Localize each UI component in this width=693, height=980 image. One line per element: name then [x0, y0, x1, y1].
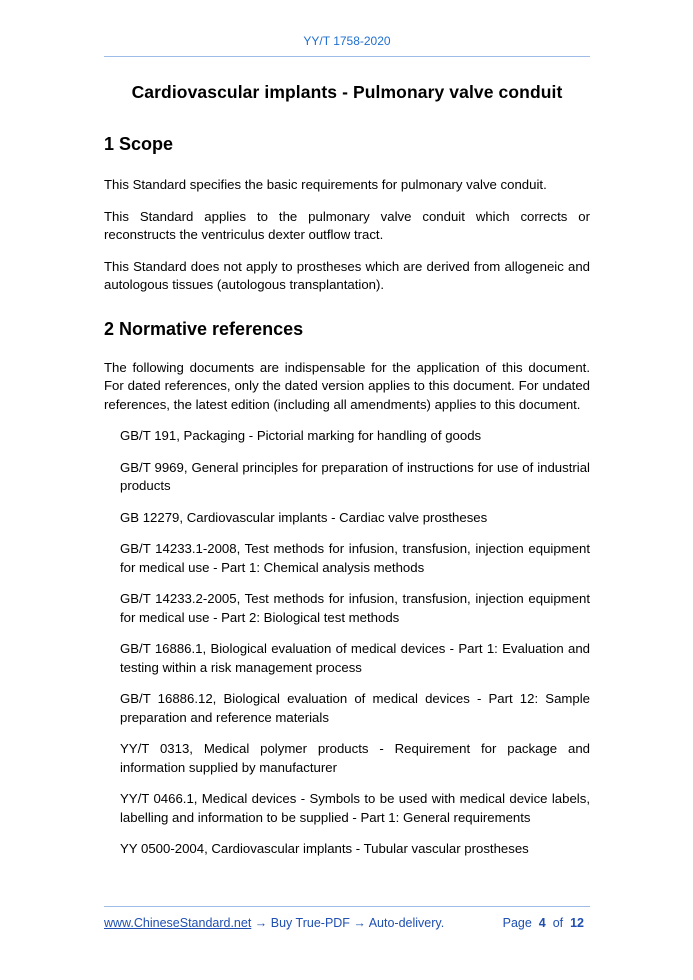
header-doc-number: YY/T 1758-2020: [303, 34, 391, 48]
page-total: 12: [570, 916, 584, 930]
section-1-heading: 1 Scope: [104, 134, 174, 154]
document-title: Cardiovascular implants - Pulmonary valve conduit: [131, 82, 563, 102]
reference-item: GB/T 14233.2-2005, Test methods for infusion, transfusion, injection equipment for medical use - Part 2: Biological test methods: [120, 591, 590, 625]
scope-paragraph: This Standard specifies the basic requirements for pulmonary valve conduit.: [104, 177, 547, 192]
reference-list: [104, 427, 590, 859]
page-current: 4: [538, 916, 546, 930]
section-2-heading: 2 Normative references: [104, 318, 304, 339]
reference-item: YY/T 0313, Medical polymer products - Requirement for package and information supplied by manufacturer: [120, 741, 590, 775]
reference-item: GB/T 191, Packaging - Pictorial marking for handling of goods: [120, 428, 482, 443]
page-of-label: of: [552, 916, 564, 930]
scope-paragraph: This Standard does not apply to prostheses which are derived from allogeneic and autologous tissues (autologous transplantation).: [104, 258, 590, 292]
website-link[interactable]: www.ChineseStandard.net: [104, 916, 252, 930]
reference-item: GB/T 16886.1, Biological evaluation of medical devices - Part 1: Evaluation and testing within a risk management process: [120, 641, 590, 675]
reference-item: YY/T 0466.1, Medical devices - Symbols to be used with medical device labels, labelling and information to be supplied - Part 1: General requirements: [120, 791, 590, 825]
references-intro: The following documents are indispensable for the application of this document. For dated references, only the dated version applies to this document. For undated references, the latest edition (including all amendments) applies to this document.: [104, 359, 590, 412]
page-label: Page: [502, 916, 532, 930]
header-divider: [104, 56, 590, 57]
reference-item: GB/T 16886.12, Biological evaluation of medical devices - Part 12: Sample preparation and reference materials: [120, 691, 590, 725]
scope-paragraph: This Standard applies to the pulmonary valve conduit which corrects or reconstructs the ventriculus dexter outflow tract.: [104, 208, 590, 242]
reference-item: GB/T 14233.1-2008, Test methods for infusion, transfusion, injection equipment for medical use - Part 1: Chemical analysis methods: [120, 541, 590, 575]
reference-item: GB/T 9969, General principles for preparation of instructions for use of industrial products: [120, 459, 590, 493]
reference-item: GB 12279, Cardiovascular implants - Cardiac valve prostheses: [120, 509, 488, 525]
page-number: [503, 916, 584, 930]
footer: [104, 916, 590, 930]
reference-item: YY 0500-2004, Cardiovascular implants - Tubular vascular prostheses: [120, 841, 529, 856]
footer-divider: [104, 906, 590, 907]
footer-tagline: → Buy True-PDF → Auto-delivery.: [251, 916, 445, 930]
document-body: [104, 130, 590, 859]
